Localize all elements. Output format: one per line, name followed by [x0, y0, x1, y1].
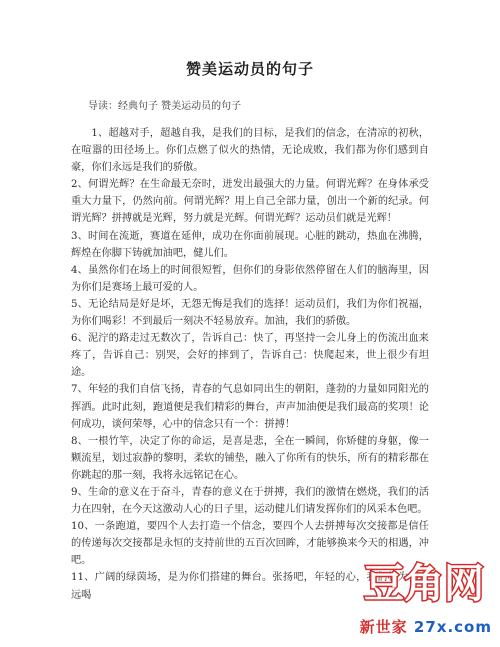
paragraph-10: 10、一条跑道，要四个人去打造一个信念，要四个人去拼搏每次交接都是信任的传递每次交接都是永恒的支持前世的五百次回眸，才能够换来今天的相遇，冲吧。 — [71, 521, 429, 567]
watermark-site — [360, 616, 492, 637]
watermark-logo — [354, 551, 494, 609]
watermark-site-name: 新世家 — [359, 618, 408, 636]
paragraph-7: 7、年轻的我们自信飞扬，青春的气息如同出生的朝阳，蓬勃的力量如同阳光的挥洒。此时此刻，跑道便是我们精彩的舞台，声声加油便是我们最高的奖项！论何成功，谈何荣辱，心中的信念只有一个：拼搏！ — [71, 384, 429, 430]
document-title: 赞美运动员的句子 — [185, 60, 314, 78]
paragraph-5: 5、无论结局是好是坏，无怨无悔是我们的选择！运动员们，我们为你们祝福，为你们喝彩！不到最后一刻决不轻易放弃。加油，我们的骄傲。 — [71, 298, 429, 328]
paragraph-1: 1、超越对手，超越自我，是我们的目标，是我们的信念，在清凉的初秋，在喧嚣的田径场上。你们点燃了似火的热情，无论成败，我们都为你们感到自豪，你们永远是我们的骄傲。 — [71, 128, 429, 174]
paragraph-8: 8、一根竹竿，决定了你的命运，是喜是悲，全在一瞬间，你矫健的身躯，像一颗流星，划过寂静的黎明，柔软的铺垫，融入了你所有的快乐，所有的精彩都在你跳起的那一刻，我将永远铭记在心。 — [71, 435, 429, 481]
paragraph-4: 4、虽然你们在场上的时间很短暂，但你们的身影依然停留在人们的脑海里，因为你们是赛场上最可爱的人。 — [71, 264, 429, 293]
document-body — [71, 125, 429, 604]
document-intro: 导读：经典句子 赞美运动员的句子 — [88, 101, 242, 112]
paragraph-3: 3、时间在流逝，赛道在延伸，成功在你面前展现。心脏的跳动，热血在沸腾，辉煌在你脚下铸就加油吧，健儿们。 — [71, 230, 429, 259]
paragraph-9: 9、生命的意义在于奋斗，青春的意义在于拼搏，我们的激情在燃烧，我们的活力在四射，在今天这激动人心的日子里，运动健儿们请发挥你们的风采本色吧。 — [71, 486, 429, 516]
watermark-site-domain: 27x.com — [413, 618, 492, 636]
paragraph-11: 11、广阔的绿茵场，是为你们搭建的舞台。张扬吧，年轻的心，我们将为你永远喝 — [71, 572, 429, 601]
watermark-logo-text: 豆角网 — [364, 561, 484, 607]
paragraph-6: 6、泥泞的路走过无数次了，告诉自己：快了，再坚持一会儿身上的伤流出血来疼了，告诉自己：别哭，会好的摔到了，告诉自己：快爬起来，世上很少有坦途。 — [71, 333, 429, 379]
paragraph-2: 2、何谓光辉？在生命最无奈时，迸发出最强大的力量。何谓光辉？在身体承受重大力量下，仍然向前。何谓光辉？用上自己全部力量，创出一个新的纪录。何谓光辉？拼搏就是光辉，努力就是光辉。何谓光辉？运动员们就是光辉！ — [71, 179, 429, 225]
